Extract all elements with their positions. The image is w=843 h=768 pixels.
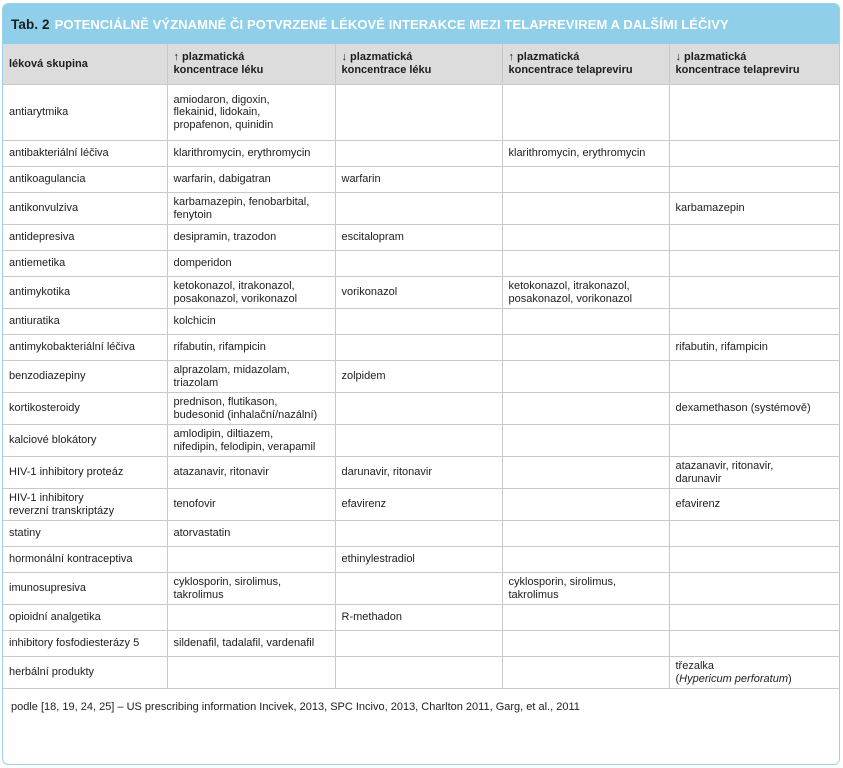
header-row xyxy=(3,44,839,85)
cell-increase-telaprevir xyxy=(502,521,669,547)
table-title: POTENCIÁLNĚ VÝZNAMNÉ ČI POTVRZENÉ LÉKOVÉ INTERAKCE MEZI TELAPREVIREM A DALŠÍMI LÉČIVY xyxy=(54,16,729,32)
cell-drug-group: antimykobakteriální léčiva xyxy=(3,335,167,361)
cell-decrease-telaprevir xyxy=(669,277,839,309)
table-row xyxy=(3,457,839,489)
cell-decrease-drug xyxy=(335,251,502,277)
cell-decrease-telaprevir: třezalka (Hypericum perforatum) xyxy=(669,657,839,689)
table-row xyxy=(3,631,839,657)
cell-decrease-drug: R-methadon xyxy=(335,605,502,631)
table-row xyxy=(3,309,839,335)
table-row xyxy=(3,393,839,425)
latin-name: Hypericum perforatum xyxy=(679,672,788,685)
cell-increase-drug: atorvastatin xyxy=(167,521,335,547)
cell-decrease-drug xyxy=(335,141,502,167)
table-number: Tab. 2 xyxy=(11,16,50,32)
cell-increase-drug: alprazolam, midazolam, triazolam xyxy=(167,361,335,393)
cell-decrease-drug xyxy=(335,521,502,547)
cell-increase-telaprevir xyxy=(502,225,669,251)
cell-decrease-telaprevir xyxy=(669,425,839,457)
cell-drug-group: antiemetika xyxy=(3,251,167,277)
cell-drug-group: herbální produkty xyxy=(3,657,167,689)
cell-increase-drug: atazanavir, ritonavir xyxy=(167,457,335,489)
cell-increase-telaprevir: klarithromycin, erythromycin xyxy=(502,141,669,167)
cell-drug-group: antiuratika xyxy=(3,309,167,335)
cell-increase-telaprevir xyxy=(502,85,669,141)
cell-increase-telaprevir xyxy=(502,393,669,425)
cell-decrease-telaprevir: atazanavir, ritonavir, darunavir xyxy=(669,457,839,489)
cell-decrease-telaprevir xyxy=(669,631,839,657)
cell-decrease-telaprevir: rifabutin, rifampicin xyxy=(669,335,839,361)
table-row xyxy=(3,521,839,547)
cell-decrease-telaprevir xyxy=(669,521,839,547)
cell-decrease-drug: zolpidem xyxy=(335,361,502,393)
cell-increase-drug: karbamazepin, fenobarbital, fenytoin xyxy=(167,193,335,225)
cell-decrease-drug xyxy=(335,393,502,425)
cell-increase-telaprevir xyxy=(502,309,669,335)
table-row xyxy=(3,489,839,521)
cell-drug-group: statiny xyxy=(3,521,167,547)
header-increase-telaprevir: ↑ plazmatická koncentrace telapreviru xyxy=(502,44,669,85)
header-decrease-drug: ↓ plazmatická koncentrace léku xyxy=(335,44,502,85)
cell-drug-group: hormonální kontraceptiva xyxy=(3,547,167,573)
table-row xyxy=(3,251,839,277)
cell-decrease-drug xyxy=(335,309,502,335)
cell-decrease-drug: escitalopram xyxy=(335,225,502,251)
cell-decrease-telaprevir xyxy=(669,141,839,167)
cell-increase-drug: klarithromycin, erythromycin xyxy=(167,141,335,167)
cell-drug-group: HIV-1 inhibitory reverzní transkriptázy xyxy=(3,489,167,521)
cell-increase-telaprevir xyxy=(502,335,669,361)
table-row xyxy=(3,547,839,573)
cell-decrease-drug xyxy=(335,573,502,605)
table-frame xyxy=(2,3,840,765)
cell-increase-telaprevir xyxy=(502,631,669,657)
cell-increase-drug: tenofovir xyxy=(167,489,335,521)
cell-increase-drug: warfarin, dabigatran xyxy=(167,167,335,193)
cell-drug-group: kortikosteroidy xyxy=(3,393,167,425)
table-footnote: podle [18, 19, 24, 25] – US prescribing information Incivek, 2013, SPC Incivo, 2013, Charlton 2011, Garg, et al., 2011 xyxy=(11,701,580,713)
cell-increase-drug xyxy=(167,657,335,689)
cell-drug-group: HIV-1 inhibitory proteáz xyxy=(3,457,167,489)
cell-decrease-drug xyxy=(335,425,502,457)
cell-decrease-telaprevir xyxy=(669,605,839,631)
header-increase-drug: ↑ plazmatická koncentrace léku xyxy=(167,44,335,85)
cell-decrease-drug xyxy=(335,657,502,689)
cell-increase-drug: ketokonazol, itrakonazol, posakonazol, vorikonazol xyxy=(167,277,335,309)
cell-increase-drug: cyklosporin, sirolimus, takrolimus xyxy=(167,573,335,605)
cell-increase-telaprevir xyxy=(502,657,669,689)
table-row xyxy=(3,335,839,361)
table-row xyxy=(3,657,839,689)
cell-increase-drug: kolchicin xyxy=(167,309,335,335)
cell-increase-telaprevir xyxy=(502,457,669,489)
cell-decrease-drug xyxy=(335,85,502,141)
cell-drug-group: antimykotika xyxy=(3,277,167,309)
cell-decrease-telaprevir xyxy=(669,547,839,573)
cell-decrease-drug: warfarin xyxy=(335,167,502,193)
cell-decrease-drug: ethinylestradiol xyxy=(335,547,502,573)
cell-increase-telaprevir xyxy=(502,605,669,631)
cell-drug-group: benzodiazepiny xyxy=(3,361,167,393)
table-row xyxy=(3,141,839,167)
table-row xyxy=(3,225,839,251)
table-row xyxy=(3,605,839,631)
cell-drug-group: opioidní analgetika xyxy=(3,605,167,631)
cell-decrease-drug xyxy=(335,193,502,225)
cell-decrease-telaprevir xyxy=(669,251,839,277)
cell-decrease-telaprevir xyxy=(669,225,839,251)
header-decrease-telaprevir: ↓ plazmatická koncentrace telapreviru xyxy=(669,44,839,85)
cell-decrease-drug: vorikonazol xyxy=(335,277,502,309)
cell-increase-drug: amiodaron, digoxin, flekainid, lidokain, propafenon, quinidin xyxy=(167,85,335,141)
cell-decrease-drug: efavirenz xyxy=(335,489,502,521)
cell-decrease-telaprevir xyxy=(669,309,839,335)
cell-drug-group: antiarytmika xyxy=(3,85,167,141)
cell-increase-telaprevir: ketokonazol, itrakonazol, posakonazol, vorikonazol xyxy=(502,277,669,309)
cell-decrease-drug xyxy=(335,631,502,657)
cell-increase-drug xyxy=(167,547,335,573)
cell-drug-group: kalciové blokátory xyxy=(3,425,167,457)
interaction-table xyxy=(3,44,839,689)
cell-increase-drug: amlodipin, diltiazem, nifedipin, felodipin, verapamil xyxy=(167,425,335,457)
cell-decrease-drug: darunavir, ritonavir xyxy=(335,457,502,489)
cell-drug-group: antikonvulziva xyxy=(3,193,167,225)
cell-increase-telaprevir xyxy=(502,193,669,225)
cell-increase-drug: prednison, flutikason, budesonid (inhalační/nazální) xyxy=(167,393,335,425)
table-row xyxy=(3,85,839,141)
cell-increase-drug: domperidon xyxy=(167,251,335,277)
cell-increase-telaprevir: cyklosporin, sirolimus, takrolimus xyxy=(502,573,669,605)
cell-drug-group: antikoagulancia xyxy=(3,167,167,193)
table-row xyxy=(3,361,839,393)
header-drug-group: léková skupina xyxy=(9,57,88,70)
cell-increase-drug: sildenafil, tadalafil, vardenafil xyxy=(167,631,335,657)
cell-decrease-telaprevir: efavirenz xyxy=(669,489,839,521)
table-row xyxy=(3,193,839,225)
cell-decrease-telaprevir xyxy=(669,361,839,393)
cell-drug-group: inhibitory fosfodiesterázy 5 xyxy=(3,631,167,657)
cell-increase-telaprevir xyxy=(502,167,669,193)
cell-increase-telaprevir xyxy=(502,361,669,393)
cell-increase-telaprevir xyxy=(502,251,669,277)
cell-decrease-telaprevir xyxy=(669,85,839,141)
table-row xyxy=(3,573,839,605)
table-row xyxy=(3,167,839,193)
cell-increase-telaprevir xyxy=(502,425,669,457)
cell-increase-drug: rifabutin, rifampicin xyxy=(167,335,335,361)
cell-decrease-telaprevir: karbamazepin xyxy=(669,193,839,225)
table-row xyxy=(3,277,839,309)
cell-decrease-telaprevir: dexamethason (systémově) xyxy=(669,393,839,425)
cell-increase-telaprevir xyxy=(502,489,669,521)
table-title-bar xyxy=(3,4,839,44)
cell-drug-group: antibakteriální léčiva xyxy=(3,141,167,167)
cell-increase-drug: desipramin, trazodon xyxy=(167,225,335,251)
cell-increase-telaprevir xyxy=(502,547,669,573)
cell-decrease-telaprevir xyxy=(669,167,839,193)
table-row xyxy=(3,425,839,457)
cell-drug-group: antidepresiva xyxy=(3,225,167,251)
cell-drug-group: imunosupresiva xyxy=(3,573,167,605)
cell-decrease-drug xyxy=(335,335,502,361)
cell-increase-drug xyxy=(167,605,335,631)
cell-decrease-telaprevir xyxy=(669,573,839,605)
